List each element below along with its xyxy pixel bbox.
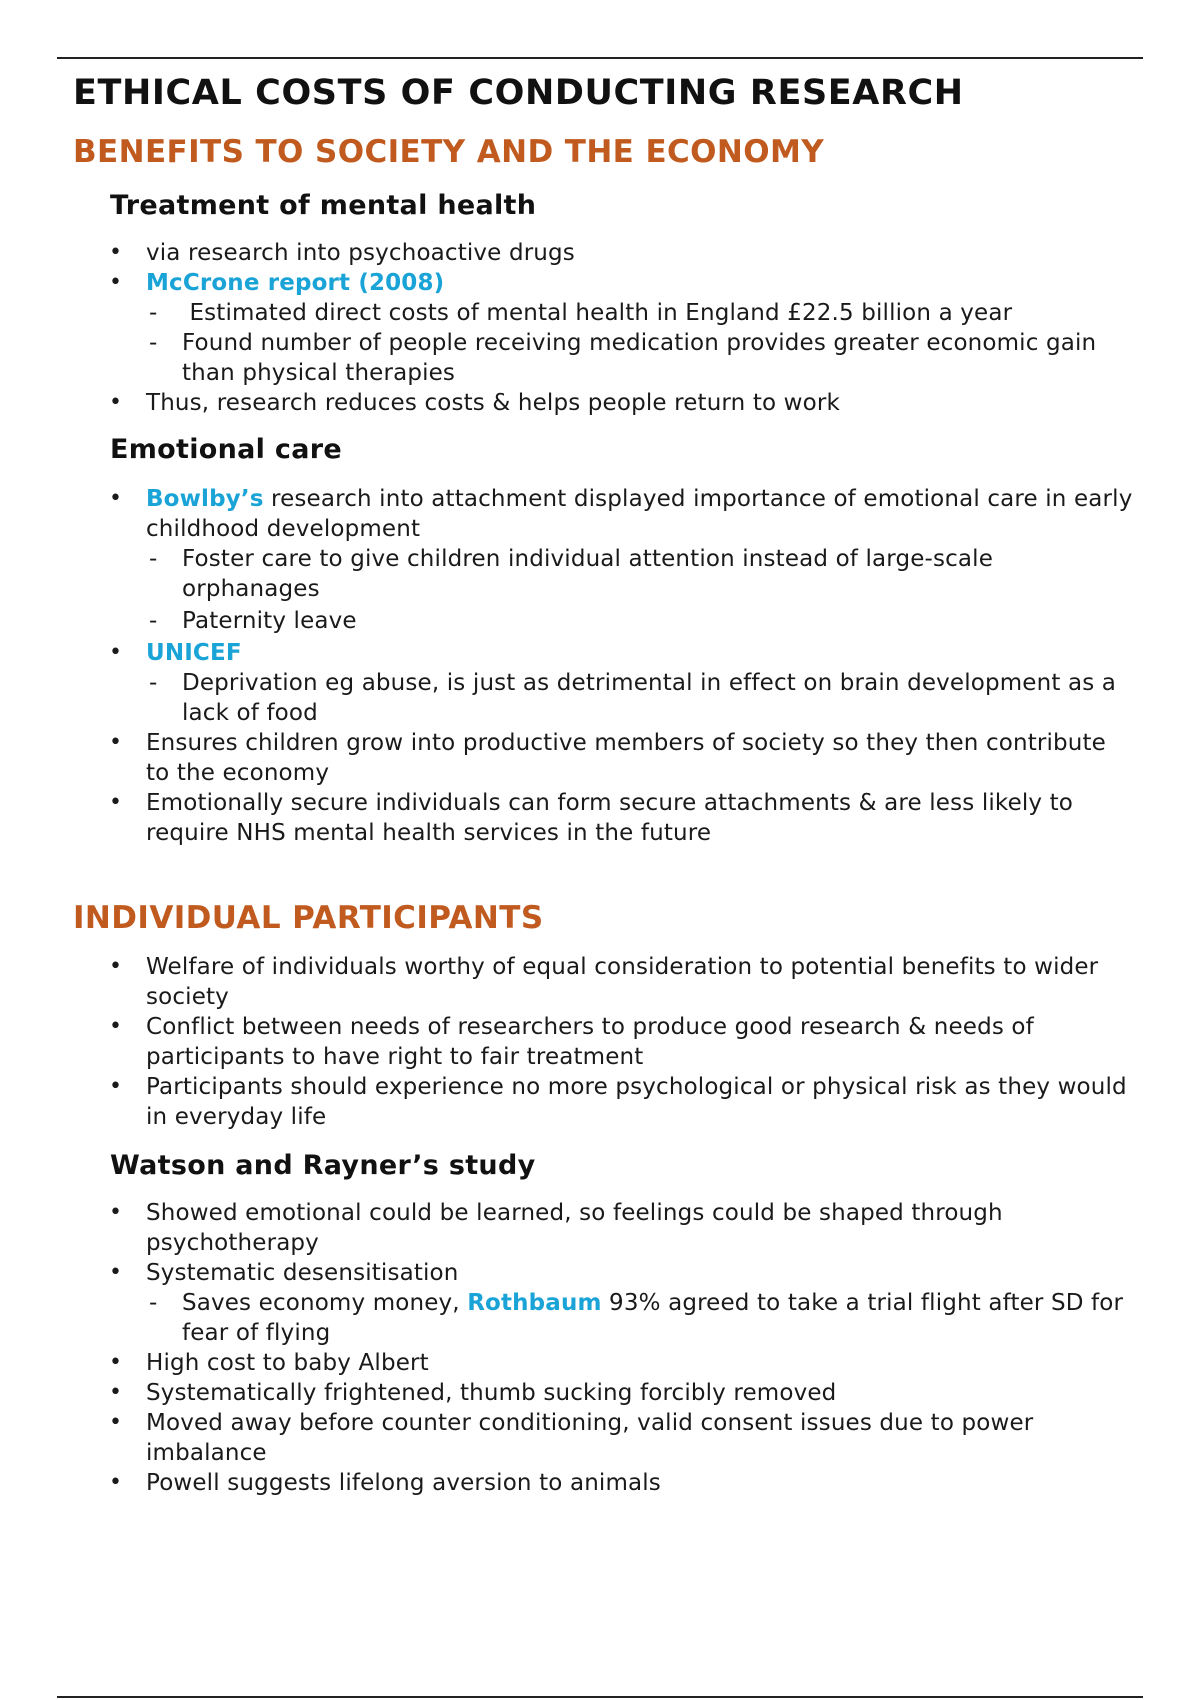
top-rule <box>57 57 1143 59</box>
list-item: • Thus, research reduces costs & helps people return to work <box>146 388 1133 418</box>
subheading-watson-rayner: Watson and Rayner’s study <box>110 1150 536 1181</box>
list-item: • Ensures children grow into productive members of society so they then contribute to the economy <box>146 728 1133 788</box>
list-item: • Welfare of individuals worthy of equal consideration to potential benefits to wider society <box>146 952 1133 1012</box>
mccrone-report-highlight: McCrone report (2008) <box>146 270 445 296</box>
list-item: • Systematically frightened, thumb sucking forcibly removed <box>146 1378 1133 1408</box>
list-item: • Systematic desensitisation - Saves economy money, Rothbaum 93% agreed to take a trial flight after SD for fear of flying <box>146 1258 1133 1348</box>
page-title: ETHICAL COSTS OF CONDUCTING RESEARCH <box>73 73 964 113</box>
list-item: - Found number of people receiving medication provides greater economic gain than physical therapies <box>182 328 1133 388</box>
unicef-sublist <box>146 668 1133 728</box>
list-item: - Foster care to give children individual attention instead of large-scale orphanages <box>182 544 1133 604</box>
rothbaum-highlight: Rothbaum <box>467 1290 602 1316</box>
bottom-rule <box>57 1696 1143 1698</box>
participants-list <box>73 952 1133 1132</box>
list-item: • Emotionally secure individuals can form secure attachments & are less likely to require NHS mental health services in the future <box>146 788 1133 848</box>
bowlby-highlight: Bowlby’s <box>146 486 264 512</box>
list-item: • High cost to baby Albert <box>146 1348 1133 1378</box>
list-item <box>146 638 1133 728</box>
section-heading-individual-participants: INDIVIDUAL PARTICIPANTS <box>73 900 544 936</box>
emotional-care-list <box>73 484 1133 848</box>
subheading-treatment-mental-health: Treatment of mental health <box>110 190 537 221</box>
list-item <box>146 268 1133 388</box>
bowlby-sublist <box>146 544 1133 636</box>
list-item: • Participants should experience no more psychological or physical risk as they would in everyday life <box>146 1072 1133 1132</box>
treatment-list <box>73 238 1133 418</box>
list-item: • Powell suggests lifelong aversion to animals <box>146 1468 1133 1498</box>
document-page <box>73 72 1133 1498</box>
list-item: • Conflict between needs of researchers to produce good research & needs of participants to have right to fair treatment <box>146 1012 1133 1072</box>
list-item: • via research into psychoactive drugs <box>146 238 1133 268</box>
list-item: - Saves economy money, Rothbaum 93% agreed to take a trial flight after SD for fear of flying <box>182 1288 1133 1348</box>
mccrone-sublist <box>146 298 1133 388</box>
list-item: • Moved away before counter conditioning, valid consent issues due to power imbalance <box>146 1408 1133 1468</box>
sd-sublist <box>146 1288 1133 1348</box>
watson-rayner-list <box>73 1198 1133 1498</box>
unicef-highlight: UNICEF <box>146 640 242 666</box>
list-item: - Deprivation eg abuse, is just as detrimental in effect on brain development as a lack of food <box>182 668 1133 728</box>
list-item: • Bowlby’s research into attachment displayed importance of emotional care in early childhood development - Foster care to give children individual attention instead of large-scale orphanages - Paternity leave <box>146 484 1133 636</box>
list-item: - Paternity leave <box>182 606 1133 636</box>
section-heading-benefits: BENEFITS TO SOCIETY AND THE ECONOMY <box>73 134 825 170</box>
subheading-emotional-care: Emotional care <box>110 434 342 465</box>
list-item: - Estimated direct costs of mental health in England £22.5 billion a year <box>182 298 1133 328</box>
list-item: • Showed emotional could be learned, so feelings could be shaped through psychotherapy <box>146 1198 1133 1258</box>
